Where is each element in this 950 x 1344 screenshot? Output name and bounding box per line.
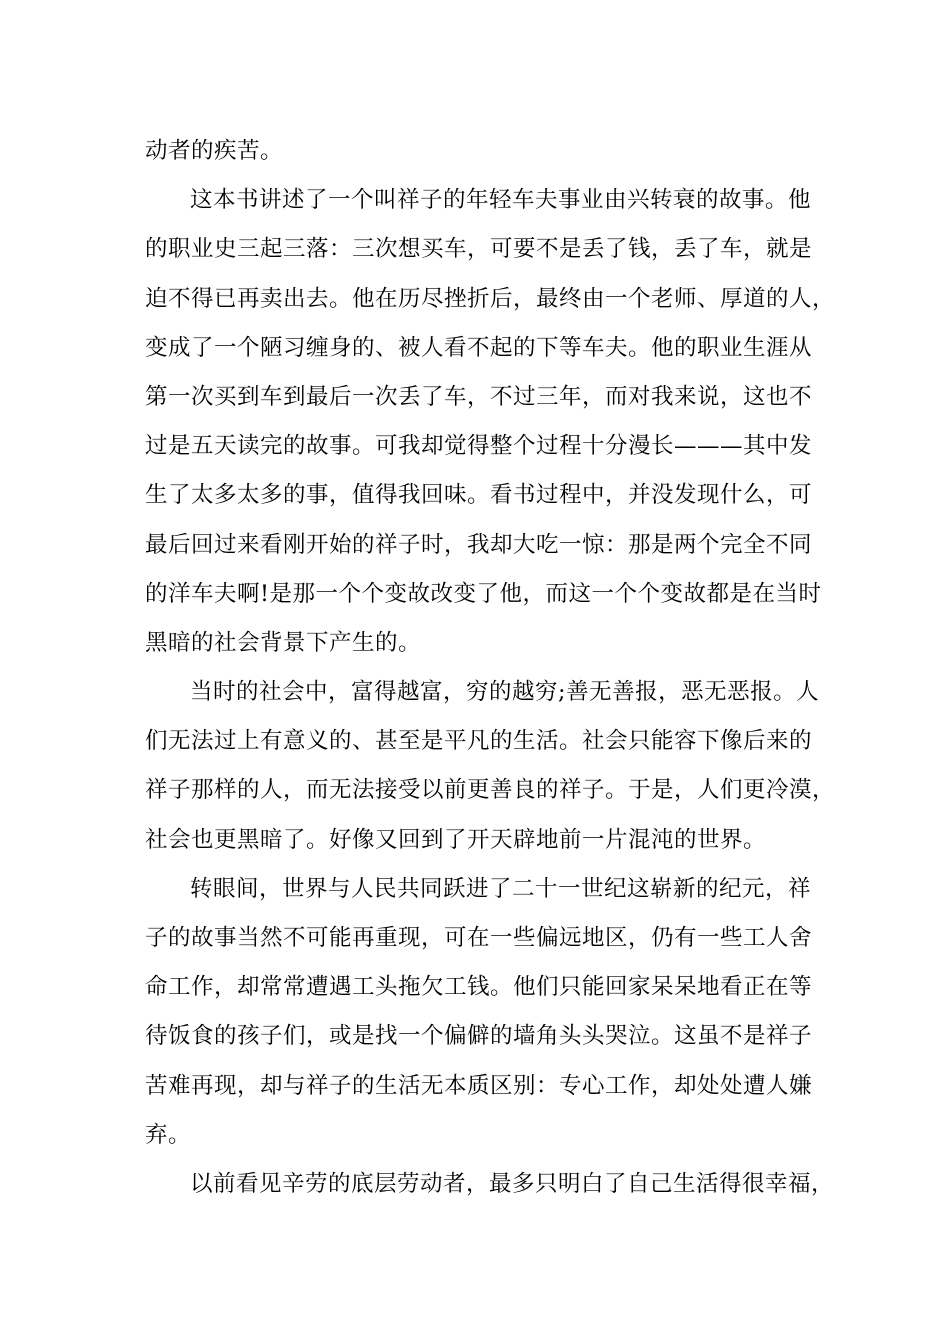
text-line: 过是五天读完的故事。可我却觉得整个过程十分漫长———其中发 xyxy=(145,433,813,460)
paragraph-start-line: 这本书讲述了一个叫祥子的年轻车夫事业由兴转衰的故事。他 xyxy=(190,187,812,214)
text-line: 苦难再现，却与祥子的生活无本质区别：专心工作，却处处遭人嫌 xyxy=(145,1072,813,1099)
text-line: 弃。 xyxy=(145,1121,192,1148)
text-line: 社会也更黑暗了。好像又回到了开天辟地前一片混沌的世界。 xyxy=(145,826,767,853)
text-line: 生了太多太多的事，值得我回味。看书过程中，并没发现什么，可 xyxy=(145,482,813,509)
text-line: 迫不得已再卖出去。他在历尽挫折后，最终由一个老师、厚道的人， xyxy=(145,285,836,312)
body-text xyxy=(145,127,835,1209)
text-line: 命工作，却常常遭遇工头拖欠工钱。他们只能回家呆呆地看正在等 xyxy=(145,974,813,1001)
text-line: 祥子那样的人，而无法接受以前更善良的祥子。于是，人们更冷漠， xyxy=(145,777,836,804)
text-line: 的职业史三起三落：三次想买车，可要不是丢了钱，丢了车，就是 xyxy=(145,236,813,263)
text-line: 待饭食的孩子们，或是找一个偏僻的墙角头头哭泣。这虽不是祥子 xyxy=(145,1023,813,1050)
paragraph-start-line: 当时的社会中，富得越富，穷的越穷;善无善报，恶无恶报。人 xyxy=(190,679,820,706)
paragraph-start-line: 以前看见辛劳的底层劳动者，最多只明白了自己生活得很幸福， xyxy=(190,1170,835,1197)
paragraph-start-line: 转眼间，世界与人民共同跃进了二十一世纪这崭新的纪元，祥 xyxy=(190,875,812,902)
text-line: 动者的疾苦。 xyxy=(145,138,284,164)
text-line: 的洋车夫啊!是那一个个变故改变了他，而这一个个变故都是在当时 xyxy=(145,580,822,607)
text-line: 黑暗的社会背景下产生的。 xyxy=(145,629,422,656)
text-line: 子的故事当然不可能再重现，可在一些偏远地区，仍有一些工人舍 xyxy=(145,925,813,951)
text-line: 变成了一个陋习缠身的、被人看不起的下等车夫。他的职业生涯从 xyxy=(145,334,813,361)
text-line: 最后回过来看刚开始的祥子时，我却大吃一惊：那是两个完全不同 xyxy=(145,531,813,558)
text-line: 们无法过上有意义的、甚至是平凡的生活。社会只能容下像后来的 xyxy=(145,728,813,755)
text-line: 第一次买到车到最后一次丢了车，不过三年，而对我来说，这也不 xyxy=(145,383,813,410)
